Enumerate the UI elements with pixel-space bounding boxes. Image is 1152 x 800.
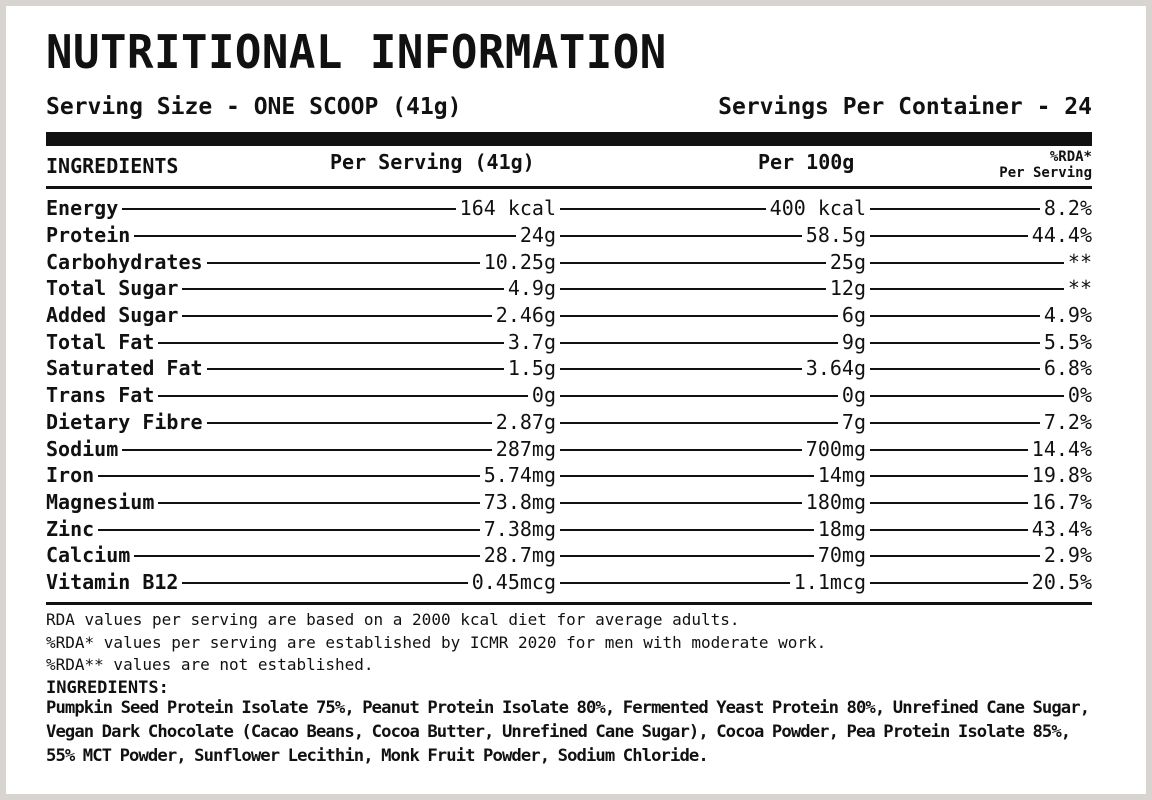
note-rda-not-established: %RDA** values are not established. [46, 655, 374, 674]
leader-line [870, 555, 1040, 557]
cell-rda [866, 435, 1092, 462]
leader-line [870, 582, 1028, 584]
serving-info [46, 94, 1092, 120]
per-serving-value: 2.87g [495, 409, 556, 434]
leader-line [134, 555, 479, 557]
per-100g-value: 3.64g [805, 356, 866, 381]
per-100g-value: 6g [841, 303, 866, 328]
leader-line [560, 208, 766, 210]
per-serving-value: 287mg [495, 436, 556, 461]
leader-line [182, 288, 503, 290]
per-serving-value: 4.9g [507, 276, 556, 301]
table-row [46, 328, 1092, 355]
rda-value: 6.8% [1043, 356, 1092, 381]
nutrient-name: Calcium [46, 543, 131, 568]
rda-value: 43.4% [1031, 516, 1092, 541]
rda-value: 14.4% [1031, 436, 1092, 461]
table-row [46, 569, 1092, 596]
leader-line [560, 582, 790, 584]
cell-rda [866, 195, 1092, 222]
rda-value: 20.5% [1031, 569, 1092, 594]
table-row [46, 195, 1092, 222]
cell-per-100g [556, 435, 866, 462]
per-100g-value: 400 kcal [769, 196, 866, 221]
cell-per-100g [556, 275, 866, 302]
nutrient-name: Zinc [46, 516, 95, 541]
cell-name-per-serving [46, 409, 556, 436]
cell-rda [866, 515, 1092, 542]
nutrient-name: Carbohydrates [46, 249, 203, 274]
nutrient-name: Vitamin B12 [46, 569, 179, 594]
per-serving-value: 24g [519, 223, 556, 248]
cell-per-100g [556, 222, 866, 249]
servings-per-container: Servings Per Container - 24 [718, 94, 1092, 120]
cell-name-per-serving [46, 462, 556, 489]
nutrient-name: Energy [46, 196, 119, 221]
per-100g-value: 18mg [817, 516, 866, 541]
header-per-serving: Per Serving (41g) [330, 150, 535, 174]
nutrient-name: Sodium [46, 436, 119, 461]
cell-per-100g [556, 409, 866, 436]
thick-divider [46, 132, 1092, 146]
cell-rda [866, 302, 1092, 329]
footer-divider [46, 602, 1092, 605]
table-row [46, 248, 1092, 275]
table-row [46, 222, 1092, 249]
rda-value: 7.2% [1043, 409, 1092, 434]
cell-name-per-serving [46, 489, 556, 516]
table-row [46, 382, 1092, 409]
cell-name-per-serving [46, 222, 556, 249]
rda-value: 19.8% [1031, 463, 1092, 488]
leader-line [182, 582, 467, 584]
cell-rda [866, 222, 1092, 249]
per-serving-value: 7.38mg [483, 516, 556, 541]
leader-line [870, 395, 1064, 397]
leader-line [870, 208, 1040, 210]
nutrient-name: Saturated Fat [46, 356, 203, 381]
leader-line [560, 235, 802, 237]
nutrient-name: Dietary Fibre [46, 409, 203, 434]
table-row [46, 275, 1092, 302]
cell-rda [866, 275, 1092, 302]
cell-per-100g [556, 382, 866, 409]
per-serving-value: 164 kcal [459, 196, 556, 221]
nutrient-name: Total Sugar [46, 276, 179, 301]
cell-name-per-serving [46, 195, 556, 222]
table-row [46, 355, 1092, 382]
leader-line [870, 235, 1028, 237]
cell-per-100g [556, 248, 866, 275]
leader-line [870, 502, 1028, 504]
leader-line [207, 368, 504, 370]
cell-name-per-serving [46, 248, 556, 275]
note-rda-basis: RDA values per serving are based on a 2000 kcal diet for average adults. [46, 610, 740, 629]
per-100g-value: 700mg [805, 436, 866, 461]
leader-line [560, 315, 838, 317]
header-rda [946, 149, 1092, 181]
cell-rda [866, 409, 1092, 436]
leader-line [560, 475, 814, 477]
per-100g-value: 7g [841, 409, 866, 434]
table-row [46, 515, 1092, 542]
table-row [46, 462, 1092, 489]
nutrient-table [46, 195, 1092, 595]
ingredients-heading: INGREDIENTS: [46, 677, 169, 698]
per-serving-value: 10.25g [483, 249, 556, 274]
leader-line [870, 422, 1040, 424]
per-100g-value: 58.5g [805, 223, 866, 248]
leader-line [870, 288, 1064, 290]
leader-line [870, 529, 1028, 531]
rda-value: 16.7% [1031, 489, 1092, 514]
table-row [46, 435, 1092, 462]
per-serving-value: 2.46g [495, 303, 556, 328]
per-100g-value: 180mg [805, 489, 866, 514]
rda-value: 2.9% [1043, 543, 1092, 568]
cell-per-100g [556, 569, 866, 596]
leader-line [560, 262, 826, 264]
cell-name-per-serving [46, 302, 556, 329]
leader-line [98, 529, 480, 531]
nutrient-name: Iron [46, 463, 95, 488]
leader-line [870, 262, 1064, 264]
cell-name-per-serving [46, 515, 556, 542]
leader-line [560, 449, 802, 451]
per-100g-value: 14mg [817, 463, 866, 488]
per-100g-value: 9g [841, 329, 866, 354]
per-serving-value: 28.7mg [483, 543, 556, 568]
nutrient-name: Magnesium [46, 489, 155, 514]
note-rda-icmr: %RDA* values per serving are established by ICMR 2020 for men with moderate work. [46, 632, 827, 652]
leader-line [122, 449, 492, 451]
per-100g-value: 25g [829, 249, 866, 274]
leader-line [207, 422, 492, 424]
cell-rda [866, 248, 1092, 275]
leader-line [560, 422, 838, 424]
header-per-100g: Per 100g [758, 150, 855, 174]
cell-name-per-serving [46, 355, 556, 382]
cell-name-per-serving [46, 328, 556, 355]
leader-line [158, 502, 479, 504]
cell-name-per-serving [46, 275, 556, 302]
cell-name-per-serving [46, 542, 556, 569]
cell-per-100g [556, 542, 866, 569]
nutrient-name: Added Sugar [46, 303, 179, 328]
leader-line [560, 368, 802, 370]
leader-line [870, 315, 1040, 317]
rda-value: 8.2% [1043, 196, 1092, 221]
cell-rda [866, 355, 1092, 382]
rda-value: 44.4% [1031, 223, 1092, 248]
rda-value: 4.9% [1043, 303, 1092, 328]
table-row [46, 302, 1092, 329]
leader-line [560, 555, 814, 557]
header-rda-line2: Per Serving [999, 165, 1092, 181]
cell-per-100g [556, 195, 866, 222]
table-row [46, 489, 1092, 516]
cell-per-100g [556, 515, 866, 542]
cell-per-100g [556, 355, 866, 382]
rda-value: ** [1067, 276, 1092, 301]
rda-value: 5.5% [1043, 329, 1092, 354]
leader-line [560, 342, 838, 344]
nutrient-name: Trans Fat [46, 383, 155, 408]
header-rda-line1: %RDA* [1049, 149, 1092, 165]
cell-rda [866, 489, 1092, 516]
header-ingredients: INGREDIENTS [46, 154, 179, 178]
leader-line [870, 475, 1028, 477]
rda-value: ** [1067, 249, 1092, 274]
leader-line [182, 315, 491, 317]
per-serving-value: 5.74mg [483, 463, 556, 488]
per-serving-value: 0.45mcg [471, 569, 556, 594]
per-100g-value: 0g [841, 383, 866, 408]
cell-name-per-serving [46, 435, 556, 462]
cell-rda [866, 328, 1092, 355]
leader-line [560, 529, 814, 531]
cell-rda [866, 462, 1092, 489]
cell-name-per-serving [46, 569, 556, 596]
per-100g-value: 70mg [817, 543, 866, 568]
ingredients-text: Pumpkin Seed Protein Isolate 75%, Peanut Protein Isolate 80%, Fermented Yeast Protein 80%, Unrefined Cane Sugar, Vegan Dark Chocolate (Cacao Beans, Cocoa Butter, Unrefined Cane Sugar), Cocoa Powder, Pea Protein Isolate 85%, 55% MCT Powder, Sunflower Lecithin, Monk Fruit Powder, Sodium Chloride. [46, 698, 1090, 766]
cell-per-100g [556, 328, 866, 355]
notes [46, 609, 1106, 699]
table-row [46, 542, 1092, 569]
leader-line [158, 395, 528, 397]
leader-line [870, 449, 1028, 451]
per-serving-value: 73.8mg [483, 489, 556, 514]
per-100g-value: 12g [829, 276, 866, 301]
leader-line [158, 342, 503, 344]
leader-line [122, 208, 455, 210]
serving-size: Serving Size - ONE SCOOP (41g) [46, 94, 462, 120]
table-row [46, 409, 1092, 436]
leader-line [560, 395, 838, 397]
cell-name-per-serving [46, 382, 556, 409]
cell-per-100g [556, 489, 866, 516]
leader-line [870, 342, 1040, 344]
leader-line [98, 475, 480, 477]
nutrient-name: Protein [46, 223, 131, 248]
leader-line [207, 262, 480, 264]
rda-value: 0% [1067, 383, 1092, 408]
header-divider [46, 186, 1092, 189]
per-serving-value: 3.7g [507, 329, 556, 354]
per-100g-value: 1.1mcg [793, 569, 866, 594]
leader-line [560, 288, 826, 290]
per-serving-value: 0g [531, 383, 556, 408]
leader-line [134, 235, 516, 237]
cell-rda [866, 542, 1092, 569]
leader-line [870, 368, 1040, 370]
nutrition-label [6, 6, 1146, 794]
nutrient-name: Total Fat [46, 329, 155, 354]
per-serving-value: 1.5g [507, 356, 556, 381]
cell-rda [866, 382, 1092, 409]
cell-rda [866, 569, 1092, 596]
label-title: NUTRITIONAL INFORMATION [46, 25, 667, 80]
cell-per-100g [556, 302, 866, 329]
cell-per-100g [556, 462, 866, 489]
leader-line [560, 502, 802, 504]
